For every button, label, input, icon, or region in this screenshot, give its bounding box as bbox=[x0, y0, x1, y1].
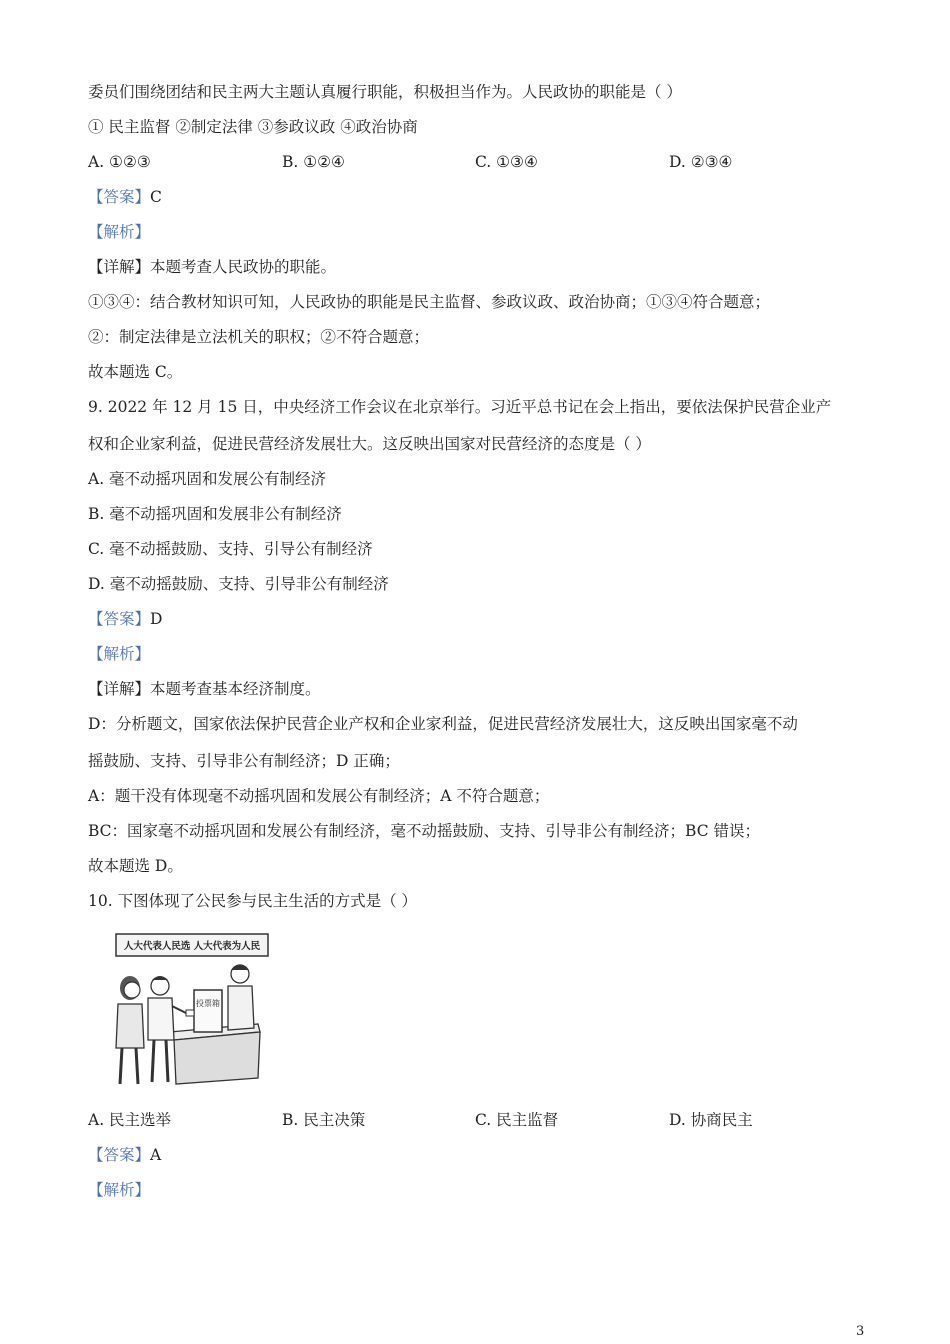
detail-tag: 【详解】 bbox=[88, 680, 151, 698]
q10-analysis-tag: 【解析】 bbox=[88, 1181, 151, 1199]
q9-detail-line: 故本题选 D。 bbox=[88, 857, 183, 875]
q8-detail-line: ①③④：结合教材知识可知，人民政协的职能是民主监督、参政议政、政治协商；①③④符合题意； bbox=[88, 293, 771, 311]
banner-text: 人大代表人民选 人大代表为人民 bbox=[123, 941, 261, 952]
ballot-box bbox=[194, 990, 222, 1032]
q8-option-b: B. ①②④ bbox=[282, 153, 345, 171]
q8-detail-line bbox=[88, 257, 336, 277]
q10-stem: 10. 下图体现了公民参与民主生活的方式是（ ） bbox=[88, 892, 418, 910]
q9-detail-line: A：题干没有体现毫不动摇巩固和发展公有制经济；A 不符合题意； bbox=[88, 787, 550, 805]
q8-stem-tail: 委员们围绕团结和民主两大主题认真履行职能，积极担当作为。人民政协的职能是（ ） bbox=[88, 83, 682, 101]
staff-body bbox=[228, 986, 254, 1030]
woman-legs bbox=[120, 1048, 138, 1084]
q9-option-c: C. 毫不动摇鼓励、支持、引导公有制经济 bbox=[88, 540, 373, 558]
q10-option-d: D. 协商民主 bbox=[669, 1111, 753, 1129]
voter-hair bbox=[152, 976, 168, 980]
q8-analysis-tag: 【解析】 bbox=[88, 223, 151, 241]
voter-body bbox=[148, 998, 174, 1040]
ballot-paper bbox=[186, 1010, 194, 1016]
detail-text: 本题考查基本经济制度。 bbox=[150, 680, 321, 698]
counter-front bbox=[174, 1032, 260, 1084]
q9-stem-line: 9. 2022 年 12 月 15 日，中央经济工作会议在北京举行。习近平总书记在会上指出，要依法保护民营企业产 bbox=[88, 398, 832, 416]
q9-option-b: B. 毫不动摇巩固和发展非公有制经济 bbox=[88, 505, 342, 523]
detail-text: 本题考查人民政协的职能。 bbox=[150, 258, 337, 276]
q9-stem-line: 权和企业家利益，促进民营经济发展壮大。这反映出国家对民营经济的态度是（ ） bbox=[88, 435, 651, 453]
answer-value: D bbox=[150, 610, 163, 628]
ballot-box-label: 投票箱 bbox=[196, 999, 220, 1008]
q9-analysis-tag: 【解析】 bbox=[88, 645, 151, 663]
q10-answer bbox=[88, 1145, 161, 1165]
detail-tag: 【详解】 bbox=[88, 258, 151, 276]
answer-tag: 【答案】 bbox=[88, 188, 151, 206]
woman-body bbox=[116, 1004, 144, 1048]
page-number: 3 bbox=[856, 1324, 865, 1339]
woman-head bbox=[124, 982, 140, 998]
q8-option-a: A. ①②③ bbox=[88, 153, 151, 171]
q8-detail-line: ②：制定法律是立法机关的职权；②不符合题意； bbox=[88, 328, 430, 346]
q9-option-a: A. 毫不动摇巩固和发展公有制经济 bbox=[88, 470, 327, 488]
q9-answer bbox=[88, 609, 162, 629]
q8-option-c: C. ①③④ bbox=[475, 153, 538, 171]
answer-value: C bbox=[150, 188, 162, 206]
q9-detail-line: 摇鼓励、支持、引导非公有制经济；D 正确； bbox=[88, 752, 400, 770]
q8-answer bbox=[88, 187, 162, 207]
q8-items: ① 民主监督 ②制定法律 ③参政议政 ④政治协商 bbox=[88, 118, 418, 136]
q8-option-d: D. ②③④ bbox=[669, 153, 733, 171]
q10-option-a: A. 民主选举 bbox=[88, 1111, 172, 1129]
q9-detail-line: BC：国家毫不动摇巩固和发展公有制经济，毫不动摇鼓励、支持、引导非公有制经济；BC 错误； bbox=[88, 822, 761, 840]
q9-detail-line bbox=[88, 679, 321, 699]
q10-option-b: B. 民主决策 bbox=[282, 1111, 366, 1129]
answer-tag: 【答案】 bbox=[88, 1146, 151, 1164]
q8-detail-line: 故本题选 C。 bbox=[88, 363, 183, 381]
q10-option-c: C. 民主监督 bbox=[475, 1111, 559, 1129]
voting-illustration bbox=[108, 928, 273, 1091]
answer-value: A bbox=[150, 1146, 162, 1164]
staff-hair bbox=[231, 965, 249, 970]
q9-detail-line: D：分析题文，国家依法保护民营企业产权和企业家利益，促进民营经济发展壮大，这反映出国家毫不动 bbox=[88, 715, 798, 733]
answer-tag: 【答案】 bbox=[88, 610, 151, 628]
voter-legs bbox=[152, 1040, 168, 1082]
q9-option-d: D. 毫不动摇鼓励、支持、引导非公有制经济 bbox=[88, 575, 389, 593]
